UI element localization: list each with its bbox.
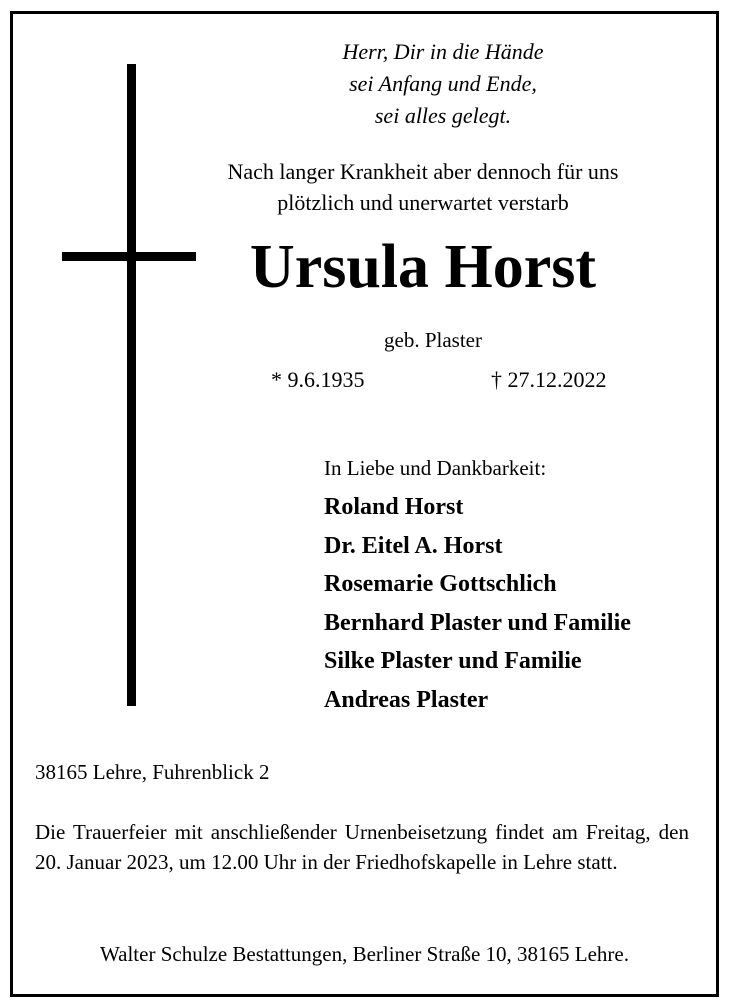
cross-icon-vertical: [127, 64, 136, 706]
intro-line: plötzlich und unerwartet verstarb: [277, 190, 569, 215]
intro-text: [203, 156, 643, 218]
verse-line: sei alles gelegt.: [374, 103, 512, 128]
intro-line: Nach langer Krankheit aber dennoch für uns: [227, 159, 619, 184]
verse-line: Herr, Dir in die Hände: [342, 39, 544, 64]
cross-icon-horizontal: [62, 252, 196, 261]
mourner-item: Silke Plaster und Familie: [324, 648, 582, 675]
mourners-list: [324, 488, 631, 720]
maiden-name: geb. Plaster: [384, 328, 482, 352]
obituary-notice: [10, 11, 719, 997]
birth-date: * 9.6.1935: [271, 367, 365, 392]
mourner-item: Rosemarie Gottschlich: [324, 571, 557, 598]
death-date: † 27.12.2022: [491, 367, 607, 392]
bible-verse: [243, 36, 643, 132]
verse-line: sei Anfang und Ende,: [349, 71, 537, 96]
ceremony-info: Die Trauerfeier mit anschließender Urnenbeisetzung findet am Freitag, den 20. Januar 2023, um 12.00 Uhr in der Friedhofskapelle in Lehre statt.: [35, 820, 689, 874]
thanks-line: In Liebe und Dankbarkeit:: [324, 456, 547, 480]
mourner-item: Roland Horst: [324, 494, 464, 520]
deceased-name: Ursula Horst: [249, 233, 597, 301]
mourner-item: Dr. Eitel A. Horst: [324, 532, 503, 559]
family-address: 38165 Lehre, Fuhrenblick 2: [35, 760, 270, 784]
mourner-item: Bernhard Plaster und Familie: [324, 609, 631, 636]
undertaker-info: Walter Schulze Bestattungen, Berliner Straße 10, 38165 Lehre.: [100, 942, 629, 966]
mourner-item: Andreas Plaster: [324, 686, 489, 713]
